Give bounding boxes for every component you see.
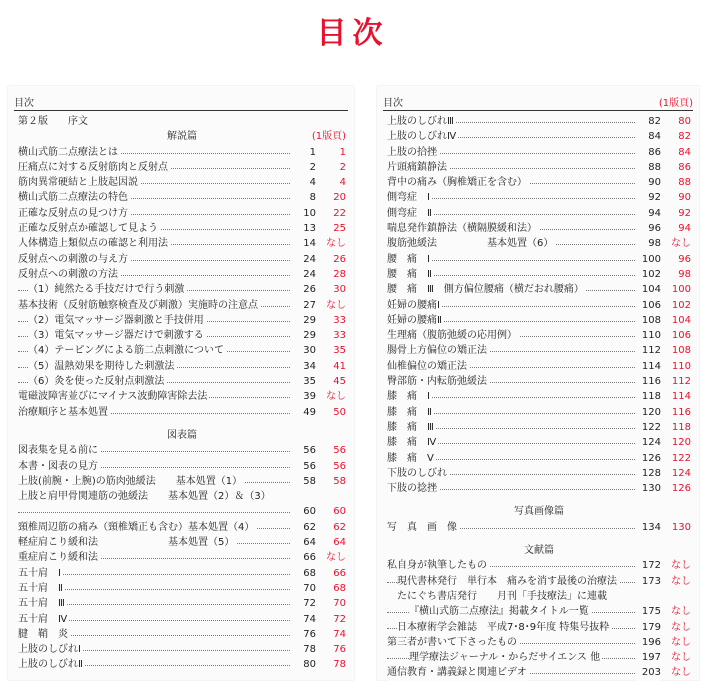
left-toc-entry: [18, 474, 346, 489]
left-toc-entry: [18, 145, 346, 160]
left-entry-old-page: 76: [333, 644, 346, 656]
left-entry-page: 1: [290, 145, 316, 160]
left-entry-page: 13: [290, 221, 316, 236]
left-entry-old-page: なし: [326, 238, 346, 250]
left-toc-entry: [18, 328, 346, 343]
right-entry-title: 現代書林発行 単行本 痛みを消す最後の治療法: [397, 574, 619, 589]
left-edition-line: 第２版 序文: [18, 116, 88, 127]
right-entry-title: 上肢のしびれⅢ: [387, 114, 456, 129]
left-entry-old-page: 70: [333, 598, 346, 610]
right-entry-old-page: なし: [671, 621, 691, 633]
right-toc-entry: [387, 313, 691, 328]
left-entry-title: 治療順序と基本処置: [18, 405, 110, 420]
right-entry-page: 203: [635, 665, 661, 680]
right-entry-old-page: 124: [671, 467, 691, 479]
left-entry-old-page: 20: [333, 192, 346, 204]
left-toc-entry: [18, 206, 346, 221]
left-entry-old-page: 25: [333, 223, 346, 235]
left-toc-entry: [18, 581, 346, 596]
right-toc-entry: [387, 282, 691, 297]
right-entry-page: 104: [635, 282, 661, 297]
left-entry-page: 64: [290, 535, 316, 550]
left-entry-title: 反射点への刺激の方法: [18, 267, 120, 282]
left-entry-title: 図表集を見る前に: [18, 443, 100, 458]
left-entry-title: 軽症肩こり緩和法 基本処置（5）: [18, 535, 236, 550]
right-entry-title: 下肢の捻挫: [387, 481, 439, 496]
right-entry-old-page: 118: [671, 421, 691, 433]
left-entry-title: 基本技術（反射筋触察検査及び刺激）実施時の注意点: [18, 298, 260, 313]
left-entry-old-page: 74: [333, 628, 346, 640]
right-entry-old-page: なし: [671, 652, 691, 664]
right-toc-body: [387, 114, 691, 681]
right-section-heading-text: 文献篇: [524, 545, 554, 557]
left-toc-entry: [18, 175, 346, 190]
right-toc-entry: [387, 328, 691, 343]
right-entry-page: 92: [635, 190, 661, 205]
right-entry-page: 196: [635, 635, 661, 650]
right-entry-old-page: なし: [671, 238, 691, 250]
left-entry-page: 2: [290, 160, 316, 175]
right-entry-page: 98: [635, 236, 661, 251]
right-toc-entry: [387, 435, 691, 450]
left-entry-page: 60: [290, 504, 316, 519]
left-entry-old-page: 4: [339, 177, 346, 189]
right-toc-entry: [387, 206, 691, 221]
left-entry-old-page: 35: [333, 345, 346, 357]
right-entry-title: 片頭痛鎮静法: [387, 160, 449, 175]
left-entry-old-page: 58: [333, 475, 346, 487]
right-toc-entry: [387, 451, 691, 466]
left-entry-title: 筋肉異常硬結と上肢起因説: [18, 175, 140, 190]
right-entry-page: 96: [635, 221, 661, 236]
right-toc-entry: [387, 129, 691, 144]
right-toc-entry: [387, 359, 691, 374]
right-entry-old-page: 106: [671, 330, 691, 342]
left-entry-title: 五十肩 Ⅱ: [18, 581, 65, 596]
left-entry-page: 24: [290, 267, 316, 282]
left-entry-old-page: 56: [333, 460, 346, 472]
left-entry-page: 62: [290, 520, 316, 535]
left-toc-entry: [18, 405, 346, 420]
right-toc-entry: [387, 145, 691, 160]
right-toc-entry: [387, 114, 691, 129]
left-page: [8, 86, 354, 680]
left-entry-old-page: 78: [333, 659, 346, 671]
right-entry-old-page: なし: [671, 606, 691, 618]
right-entry-old-page: 100: [671, 284, 691, 296]
right-entry-page: 112: [635, 343, 661, 358]
main-title: 目次: [316, 16, 389, 51]
left-entry-page: 35: [290, 374, 316, 389]
right-toc-entry: [387, 650, 691, 665]
left-entry-old-page: 45: [333, 376, 346, 388]
right-toc-entry: [387, 620, 691, 635]
right-entry-old-page: 102: [671, 299, 691, 311]
right-entry-title: たにぐち書店発行 月刊「手技療法」に連載: [397, 589, 609, 604]
right-toc-entry: [387, 635, 691, 650]
left-entry-old-page: 60: [333, 506, 346, 518]
left-entry-old-page: 33: [333, 330, 346, 342]
right-entry-old-page: 120: [671, 437, 691, 449]
right-entry-old-page: 122: [671, 452, 691, 464]
right-entry-page: 94: [635, 206, 661, 221]
left-toc-entry: [18, 298, 346, 313]
right-entry-old-page: 96: [678, 253, 691, 265]
left-entry-title: 人体構造上類似点の確認と利用法: [18, 236, 170, 251]
left-toc-entry: [18, 160, 346, 175]
right-section-heading: [387, 543, 691, 558]
right-entry-title: 腰 痛 Ⅰ: [387, 252, 432, 267]
right-entry-page: 122: [635, 420, 661, 435]
left-entry-old-page: 66: [333, 567, 346, 579]
left-entry-page: 39: [290, 389, 316, 404]
left-entry-title: （2）電気マッサージ器刺激と手技併用: [28, 313, 206, 328]
left-entry-page: 10: [290, 206, 316, 221]
right-entry-page: 108: [635, 313, 661, 328]
left-section-heading: [18, 428, 346, 443]
left-entry-old-page: 50: [333, 406, 346, 418]
left-toc-entry: [18, 627, 346, 642]
right-entry-title: 『横山式筋二点療法』掲載タイトル一覧: [409, 604, 591, 619]
right-entry-page: 100: [635, 252, 661, 267]
right-toc-entry: [387, 160, 691, 175]
left-toc-entry: [18, 389, 346, 404]
right-entry-page: 82: [635, 114, 661, 129]
left-toc-entry: [18, 535, 346, 550]
right-entry-page: 84: [635, 129, 661, 144]
right-toc-entry: [387, 520, 691, 535]
right-entry-page: 114: [635, 359, 661, 374]
right-entry-old-page: 114: [671, 391, 691, 403]
left-entry-title: 反射点への刺激の与え方: [18, 252, 130, 267]
right-entry-title: 下肢のしびれ: [387, 466, 449, 481]
left-toc-entry: [18, 282, 346, 297]
right-entry-title: 上肢の拾挫: [387, 145, 439, 160]
right-entry-title: 仙椎偏位の矯正法: [387, 359, 469, 374]
left-entry-old-page: なし: [326, 391, 346, 403]
right-entry-title: 理学療法ジャーナル・からだサイエンス 他: [409, 650, 602, 665]
left-entry-old-page: 26: [333, 253, 346, 265]
left-entry-page: 58: [290, 474, 316, 489]
left-entry-title: 上肢のしびれⅠ: [18, 642, 83, 657]
left-entry-title: （4）テーピングによる筋二点刺激について: [28, 343, 226, 358]
left-section-heading-text: 解説篇: [167, 131, 197, 143]
right-entry-title: 第三者が書いて下さったもの: [387, 635, 519, 650]
left-entry-title: 本書・図表の見方: [18, 459, 100, 474]
right-entry-page: 116: [635, 374, 661, 389]
right-section-gap: [387, 496, 691, 504]
left-entry-page: 76: [290, 627, 316, 642]
left-header-label: 目次: [14, 98, 34, 109]
left-entry-old-page: なし: [326, 299, 346, 311]
right-entry-old-page: なし: [671, 575, 691, 587]
right-toc-entry: [387, 236, 691, 251]
left-entry-page: 56: [290, 459, 316, 474]
right-toc-entry: [387, 343, 691, 358]
right-entry-old-page: 90: [678, 192, 691, 204]
right-toc-entry: [387, 175, 691, 190]
left-toc-entry: [18, 252, 346, 267]
right-entry-old-page: 126: [671, 483, 691, 495]
left-entry-title: 横山式筋二点療法とは: [18, 145, 120, 160]
left-entry-page: 14: [290, 236, 316, 251]
right-toc-entry: [387, 252, 691, 267]
right-entry-old-page: なし: [671, 560, 691, 572]
right-toc-entry: [387, 558, 691, 573]
right-entry-old-page: 130: [671, 521, 691, 533]
left-entry-old-page: 68: [333, 582, 346, 594]
left-entry-old-page: 28: [333, 268, 346, 280]
right-entry-page: 118: [635, 389, 661, 404]
left-toc-entry: [18, 221, 346, 236]
right-entry-old-page: 94: [678, 223, 691, 235]
left-entry-title: 上肢のしびれⅡ: [18, 657, 85, 672]
right-toc-entry: [387, 604, 691, 619]
left-section-heading: [18, 129, 346, 144]
left-entry-old-page: 22: [333, 207, 346, 219]
right-toc-entry: [387, 298, 691, 313]
left-entry-page: 24: [290, 252, 316, 267]
right-toc-entry: [387, 374, 691, 389]
left-entry-old-page: 33: [333, 314, 346, 326]
left-page-header: [14, 94, 348, 108]
right-toc-entry: [387, 190, 691, 205]
left-toc-entry: [18, 596, 346, 611]
right-entry-old-page: 92: [678, 207, 691, 219]
left-entry-page: 34: [290, 359, 316, 374]
left-entry-title: 電磁波障害並びにマイナス波動障害除去法: [18, 389, 209, 404]
left-entry-page: 70: [290, 581, 316, 596]
right-section-heading-text: 写真画像篇: [514, 506, 564, 518]
left-entry-title: 上肢(前腕・上腕)の筋肉弛緩法 基本処置（1）: [18, 474, 244, 489]
right-entry-old-page: 112: [671, 376, 691, 388]
right-entry-title: 上肢のしびれⅣ: [387, 129, 458, 144]
right-header-label: 目次: [383, 98, 403, 109]
right-entry-page: 124: [635, 435, 661, 450]
left-toc-entry: [18, 343, 346, 358]
right-entry-page: 86: [635, 145, 661, 160]
right-entry-page: 106: [635, 298, 661, 313]
right-entry-page: 88: [635, 160, 661, 175]
left-entry-title: （1）純然たる手技だけで行う刺激: [28, 282, 186, 297]
right-entry-title: 妊婦の腰痛Ⅰ: [387, 298, 442, 313]
right-toc-entry: [387, 665, 691, 680]
right-toc-entry: [387, 405, 691, 420]
left-entry-page: 29: [290, 328, 316, 343]
right-entry-old-page: 98: [678, 268, 691, 280]
right-entry-old-page: 84: [678, 146, 691, 158]
left-entry-title: 正確な反射点の見つけ方: [18, 206, 130, 221]
right-entry-page: 175: [635, 604, 661, 619]
left-toc-entry: [18, 657, 346, 672]
right-entry-title: 私自身が執筆したもの: [387, 558, 489, 573]
right-toc-entry: [387, 267, 691, 282]
left-entry-title: 五十肩 Ⅰ: [18, 566, 63, 581]
right-entry-page: 110: [635, 328, 661, 343]
left-entry-title: 正確な反射点か確認して見よう: [18, 221, 160, 236]
right-entry-old-page: 80: [678, 116, 691, 127]
right-entry-old-page: 82: [678, 131, 691, 143]
left-section-heading-text: 図表篇: [167, 429, 197, 441]
left-old-edition-label: (1版頁): [311, 131, 346, 143]
right-header-rule: [383, 110, 693, 111]
left-entry-page: 30: [290, 343, 316, 358]
left-entry-title: 腱 鞘 炎: [18, 627, 70, 642]
right-toc-entry: [387, 589, 691, 604]
right-toc-entry: [387, 481, 691, 496]
right-entry-title: 通信教育・講義録と関連ビデオ: [387, 665, 529, 680]
right-entry-page: 197: [635, 650, 661, 665]
right-entry-page: 126: [635, 451, 661, 466]
left-toc-entry: [18, 374, 346, 389]
right-entry-title: 喘息発作鎮静法（横隔膜緩和法）: [387, 221, 539, 236]
left-section-gap: [18, 420, 346, 428]
left-entry-page: 68: [290, 566, 316, 581]
left-entry-page: 49: [290, 405, 316, 420]
right-entry-page: 130: [635, 481, 661, 496]
right-toc-entry: [387, 420, 691, 435]
left-entry-old-page: 62: [333, 521, 346, 533]
right-entry-page: 102: [635, 267, 661, 282]
right-toc-entry: [387, 574, 691, 589]
right-entry-title: 腹筋弛緩法 基本処置（6）: [387, 236, 555, 251]
left-header-rule: [14, 110, 348, 111]
left-entry-page: 66: [290, 550, 316, 565]
right-entry-page: 128: [635, 466, 661, 481]
right-header-old-edition-label: (1版頁): [658, 98, 693, 109]
left-toc-entry: [18, 489, 346, 504]
right-entry-title: 妊婦の腰痛Ⅱ: [387, 313, 444, 328]
right-entry-old-page: 104: [671, 314, 691, 326]
left-entry-title: （6）灸を使った反射点刺激法: [28, 374, 166, 389]
left-toc-entry: [18, 459, 346, 474]
left-toc-entry: [18, 504, 346, 519]
left-entry-page: 26: [290, 282, 316, 297]
right-entry-old-page: 88: [678, 177, 691, 189]
right-entry-title: 膝 痛 Ⅱ: [387, 405, 434, 420]
left-entry-old-page: 30: [333, 284, 346, 296]
left-entry-old-page: 56: [333, 445, 346, 457]
left-entry-old-page: なし: [326, 552, 346, 564]
right-entry-old-page: 110: [671, 360, 691, 372]
right-entry-old-page: 116: [671, 406, 691, 418]
right-entry-page: 134: [635, 520, 661, 535]
right-entry-page: 172: [635, 558, 661, 573]
left-entry-page: 29: [290, 313, 316, 328]
right-entry-title: 側弯症 Ⅱ: [387, 206, 434, 221]
right-entry-old-page: なし: [671, 636, 691, 648]
left-entry-title: 横山式筋二点療法の特色: [18, 190, 130, 205]
right-entry-old-page: 108: [671, 345, 691, 357]
left-entry-title: 圧痛点に対する反射筋肉と反射点: [18, 160, 170, 175]
left-toc-entry: [18, 236, 346, 251]
right-entry-title: 腰 痛 Ⅱ: [387, 267, 434, 282]
left-toc-entry: [18, 190, 346, 205]
right-entry-title: 腸骨上方偏位の矯正法: [387, 343, 489, 358]
left-dot-leader: [18, 512, 302, 513]
right-entry-title: 日本療術学会雑誌 平成7･8･9年度 特集号抜粋: [397, 620, 611, 635]
left-entry-title: 五十肩 Ⅲ: [18, 596, 67, 611]
right-entry-title: 腰 痛 Ⅲ 側方偏位腰痛（横だおれ腰痛）: [387, 282, 586, 297]
left-entry-old-page: 72: [333, 613, 346, 625]
left-toc-entry: [18, 313, 346, 328]
right-page-header: [383, 94, 693, 108]
left-entry-page: 78: [290, 642, 316, 657]
right-entry-title: 膝 痛 Ⅲ: [387, 420, 436, 435]
left-toc-entry: [18, 359, 346, 374]
right-entry-page: 179: [635, 620, 661, 635]
right-page: [377, 86, 699, 680]
left-entry-old-page: 64: [333, 537, 346, 549]
right-entry-page: 120: [635, 405, 661, 420]
left-toc-entry: [18, 443, 346, 458]
left-entry-page: 56: [290, 443, 316, 458]
right-entry-title: 生理痛（腹筋弛緩の応用例）: [387, 328, 519, 343]
left-entry-page: 4: [290, 175, 316, 190]
right-toc-entry: [387, 221, 691, 236]
left-toc-entry: [18, 612, 346, 627]
right-section-heading: [387, 504, 691, 519]
left-toc-entry: [18, 267, 346, 282]
left-toc-entry: [18, 520, 346, 535]
right-entry-title: 側弯症 Ⅰ: [387, 190, 432, 205]
left-entry-title: （5）温熱効果を期待した刺激法: [28, 359, 176, 374]
right-entry-title: 膝 痛 Ⅴ: [387, 451, 436, 466]
left-toc-entry: [18, 566, 346, 581]
right-toc-entry: [387, 466, 691, 481]
right-entry-old-page: 86: [678, 161, 691, 173]
left-entry-title: （3）電気マッサージ器だけで刺激する: [28, 328, 206, 343]
left-entry-old-page: 1: [339, 146, 346, 158]
right-entry-title: 膝 痛 Ⅰ: [387, 389, 432, 404]
right-entry-title: 背中の痛み（胸椎矯正を含む）: [387, 175, 529, 190]
right-entry-old-page: なし: [671, 667, 691, 679]
left-entry-title: 重症肩こり緩和法: [18, 550, 100, 565]
left-entry-title: 上肢と肩甲骨関連筋の弛緩法 基本処置（2）＆（3）: [18, 489, 273, 504]
right-entry-title: 膝 痛 Ⅳ: [387, 435, 438, 450]
right-entry-title: 写 真 画 像: [387, 520, 459, 535]
left-entry-old-page: 41: [333, 360, 346, 372]
left-entry-old-page: 2: [339, 161, 346, 173]
left-entry-page: 80: [290, 657, 316, 672]
left-entry-page: 74: [290, 612, 316, 627]
left-entry-title: 五十肩 Ⅳ: [18, 612, 69, 627]
left-entry-page: 27: [290, 298, 316, 313]
right-entry-page: 173: [635, 574, 661, 589]
left-entry-page: 8: [290, 190, 316, 205]
right-section-gap: [387, 535, 691, 543]
left-toc-entry: [18, 642, 346, 657]
right-entry-page: 90: [635, 175, 661, 190]
left-toc-body: [18, 114, 346, 673]
left-toc-entry: [18, 550, 346, 565]
right-toc-entry: [387, 389, 691, 404]
left-entry-title: 頸椎周辺筋の痛み（頸椎矯正も含む）基本処置（4）: [18, 520, 256, 535]
right-entry-title: 臀部筋・内転筋弛緩法: [387, 374, 489, 389]
left-entry-page: 72: [290, 596, 316, 611]
